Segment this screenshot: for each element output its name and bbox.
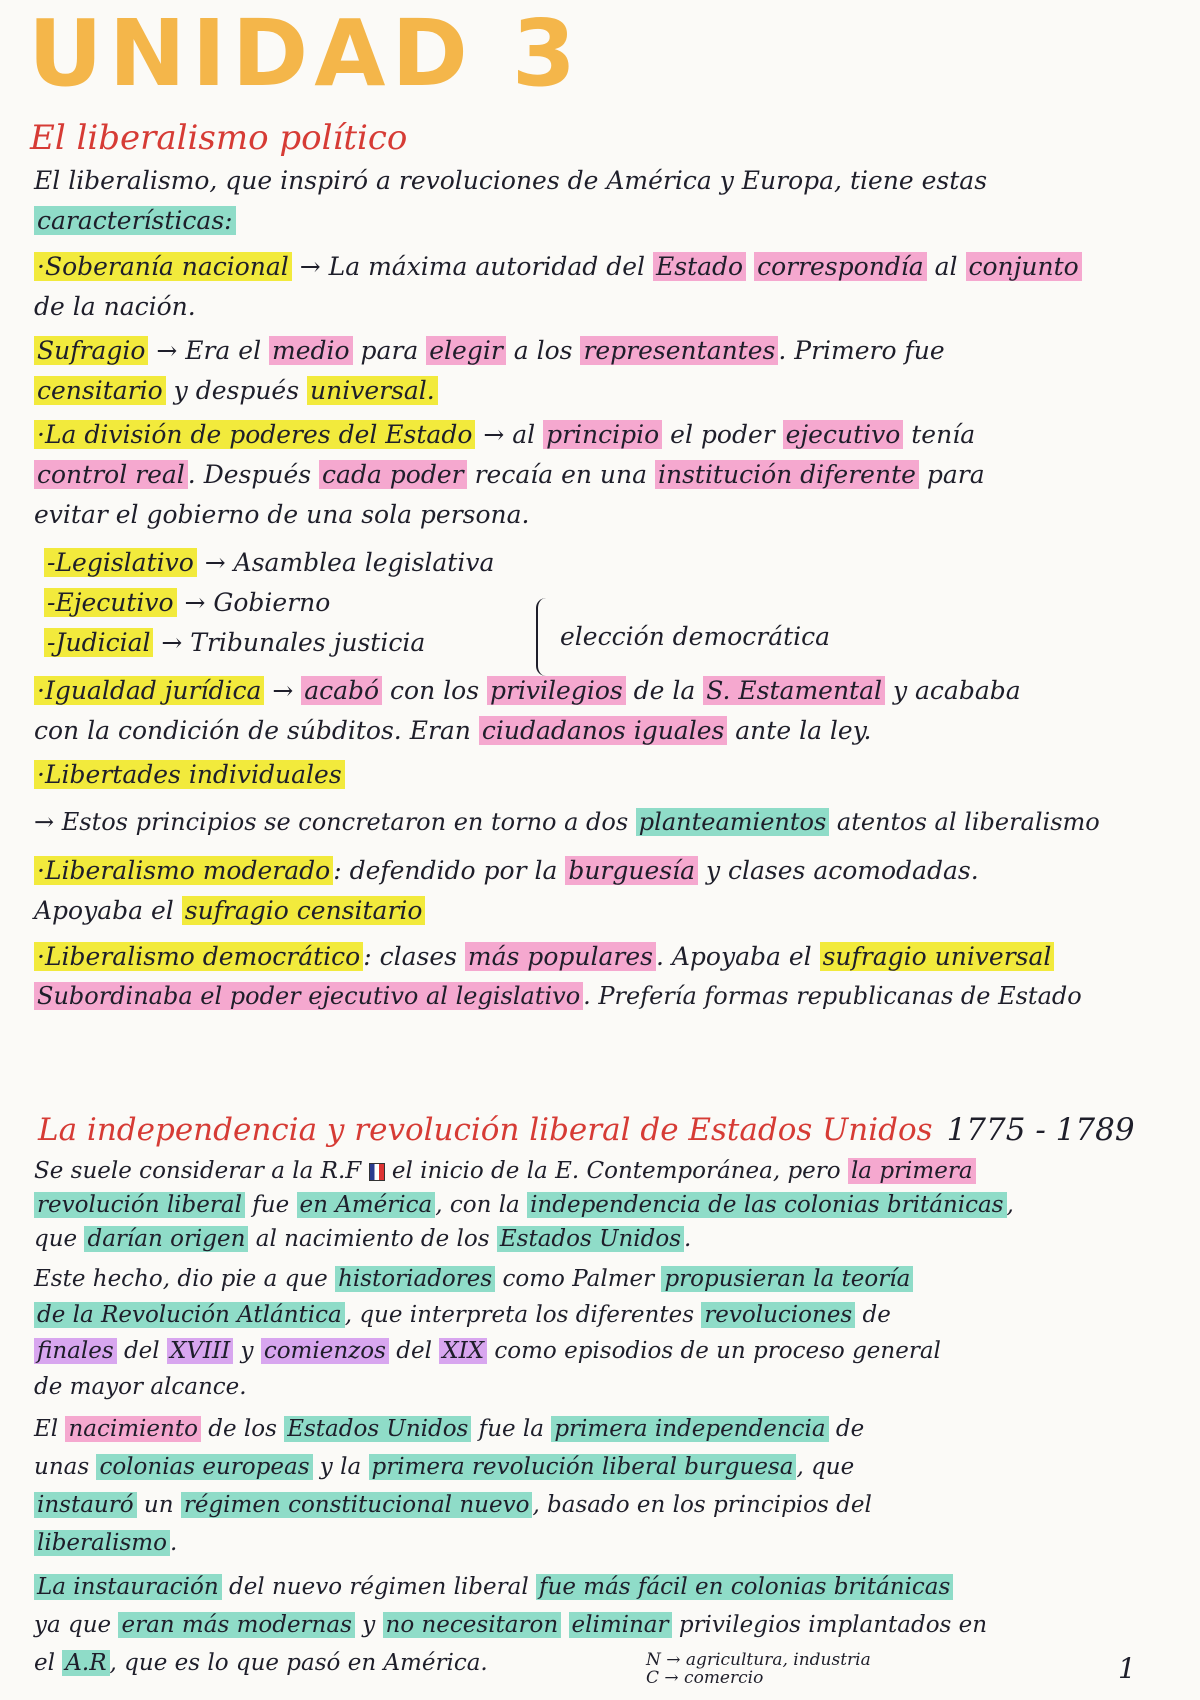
- p1-line-2: revolución liberal fue en América , con la independencia de las colonias británicas ,: [34, 1192, 1014, 1220]
- p1-line-1: Se suele considerar a la R.F el inicio de la E. Contemporánea, pero la primera: [34, 1158, 976, 1186]
- unit-title: UNIDAD 3: [28, 0, 582, 107]
- france-flag-icon: [369, 1163, 385, 1181]
- igualdad-line-2: con la condición de súbditos. Eran ciudadanos iguales ante la ley.: [34, 716, 872, 745]
- brace: [536, 598, 554, 676]
- p4-line-2: ya que eran más modernas y no necesitaron eliminar privilegios implantados en: [34, 1612, 988, 1638]
- intro-line-1: El liberalismo, que inspiró a revoluciones de América y Europa, tiene estas: [34, 166, 988, 195]
- p3-line-2: unas colonias europeas y la primera revolución liberal burguesa , que: [34, 1454, 855, 1480]
- ejecutivo-line: -Ejecutivo → Gobierno: [44, 588, 330, 618]
- p4-line-3: el A.R , que es lo que pasó en América.: [34, 1650, 488, 1676]
- moderado-line: ·Liberalismo moderado : defendido por la burguesía y clases acomodadas.: [34, 856, 979, 886]
- judicial-line: -Judicial → Tribunales justicia: [44, 628, 425, 658]
- democratico-line-2: Subordinaba el poder ejecutivo al legislativo . Prefería formas republicanas de Estado: [34, 982, 1082, 1011]
- p4-line-1: La instauración del nuevo régimen liberal fue más fácil en colonias británicas: [34, 1574, 953, 1602]
- moderado-line-2: Apoyaba el sufragio censitario: [34, 896, 425, 926]
- p3-line-4: liberalismo .: [34, 1530, 177, 1558]
- libertades-line: ·Libertades individuales: [34, 760, 345, 790]
- p2-line-3: finales del XVIII y comienzos del XIX como episodios de un proceso general: [34, 1338, 941, 1366]
- soberania-line-2: de la nación.: [34, 292, 196, 321]
- section-title-liberalismo: El liberalismo político: [30, 118, 408, 158]
- p3-line-1: El nacimiento de los Estados Unidos fue la primera independencia de: [34, 1416, 865, 1442]
- p2-line-1: Este hecho, dio pie a que historiadores como Palmer propusieran la teoría: [34, 1266, 913, 1294]
- margin-note: N → agricultura, industria C → comercio: [646, 1650, 871, 1688]
- section-title-independencia: La independencia y revolución liberal de Estados Unidos 1775 - 1789: [38, 1112, 1135, 1148]
- intro-line-2: características:: [34, 206, 236, 236]
- legislativo-line: -Legislativo → Asamblea legislativa: [44, 548, 494, 578]
- division-line-2: control real . Después cada poder recaía en una institución diferente para: [34, 460, 985, 490]
- division-line: ·La división de poderes del Estado → al principio el poder ejecutivo tenía: [34, 420, 975, 450]
- eleccion-label: elección democrática: [560, 622, 831, 651]
- p2-line-4: de mayor alcance.: [34, 1374, 247, 1400]
- igualdad-line: ·Igualdad jurídica → acabó con los privilegios de la S. Estamental y acababa: [34, 676, 1021, 706]
- sufragio-line-2: censitario y después universal.: [34, 376, 438, 406]
- p1-line-3: que darían origen al nacimiento de los Estados Unidos .: [34, 1226, 692, 1252]
- page-number: 1: [1118, 1652, 1136, 1685]
- division-line-3: evitar el gobierno de una sola persona.: [34, 500, 530, 529]
- principios-line: → Estos principios se concretaron en torno a dos planteamientos atentos al liberalismo: [34, 808, 1100, 836]
- sufragio-line: Sufragio → Era el medio para elegir a los representantes . Primero fue: [34, 336, 945, 366]
- democratico-line: ·Liberalismo democrático : clases más populares . Apoyaba el sufragio universal: [34, 942, 1054, 972]
- soberania-line: ·Soberanía nacional → La máxima autoridad del Estado correspondía al conjunto: [34, 252, 1082, 282]
- p2-line-2: de la Revolución Atlántica , que interpreta los diferentes revoluciones de: [34, 1302, 891, 1330]
- p3-line-3: instauró un régimen constitucional nuevo , basado en los principios del: [34, 1492, 872, 1520]
